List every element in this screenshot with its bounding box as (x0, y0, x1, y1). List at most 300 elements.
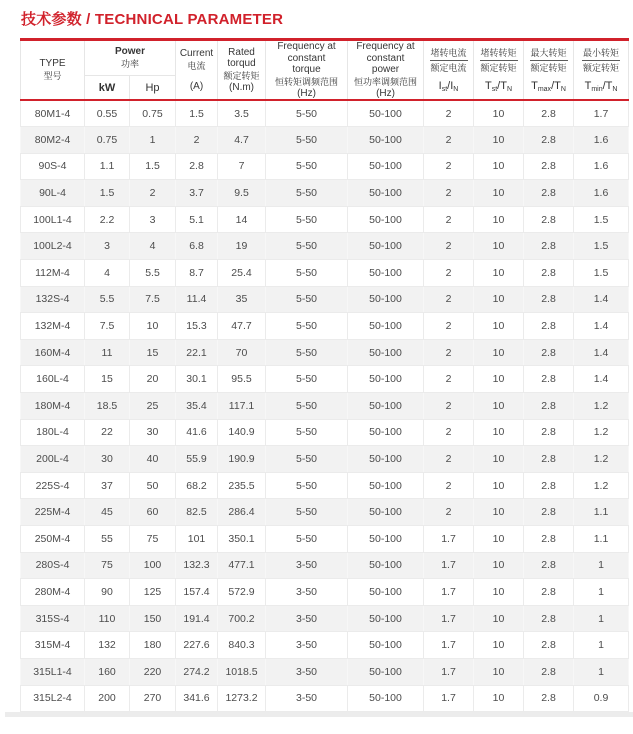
table-row (21, 206, 629, 233)
cell-value: 7.5 (130, 286, 176, 313)
cell-value: 2.8 (524, 658, 574, 685)
col-header-freq-torque-zh: 恒转矩调频范围 (275, 76, 339, 87)
cell-value: 3 (130, 206, 176, 233)
cell-value: 90 (85, 579, 130, 606)
cell-value: 2.8 (524, 206, 574, 233)
cell-value: 10 (474, 100, 524, 127)
cell-value: 1 (574, 579, 629, 606)
col-header-tst-tn (474, 40, 524, 101)
tst-tn-denominator: 额定转矩 (480, 63, 517, 73)
cell-value: 132.3 (176, 552, 218, 579)
cell-value: 30.1 (176, 366, 218, 393)
col-header-tmin-tn (574, 40, 629, 101)
cell-value: 2.8 (524, 260, 574, 287)
table-row (21, 419, 629, 446)
cell-value: 1.2 (574, 393, 629, 420)
cell-value: 1.7 (424, 685, 474, 712)
cell-value: 50-100 (348, 366, 424, 393)
cell-value: 5.5 (85, 286, 130, 313)
cell-value: 50-100 (348, 579, 424, 606)
cell-value: 1.6 (574, 180, 629, 207)
col-header-ist-in (424, 40, 474, 101)
cell-value: 50-100 (348, 100, 424, 127)
col-header-freq-torque-en1: Frequency at (277, 41, 336, 52)
tst-tn-symbol: Tst/TN (484, 80, 513, 93)
cell-value: 1.5 (574, 233, 629, 260)
cell-value: 2 (424, 366, 474, 393)
header-row-1 (21, 40, 629, 76)
cell-type: 90S-4 (21, 153, 85, 180)
col-header-type-en: TYPE (39, 58, 66, 70)
cell-value: 5-50 (266, 526, 348, 553)
cell-value: 1.6 (574, 127, 629, 154)
cell-value: 1.4 (574, 339, 629, 366)
cell-value: 3 (85, 233, 130, 260)
table-row (21, 579, 629, 606)
cell-value: 20 (130, 366, 176, 393)
cell-value: 50-100 (348, 472, 424, 499)
cell-value: 2 (424, 286, 474, 313)
cell-value: 50-100 (348, 419, 424, 446)
cell-value: 10 (474, 339, 524, 366)
cell-value: 2.8 (524, 419, 574, 446)
cell-value: 5-50 (266, 339, 348, 366)
cell-value: 95.5 (218, 366, 266, 393)
cell-value: 10 (474, 419, 524, 446)
cell-value: 2.8 (524, 526, 574, 553)
cell-value: 2 (424, 499, 474, 526)
cell-value: 10 (474, 180, 524, 207)
cell-value: 5-50 (266, 366, 348, 393)
cell-value: 1.7 (424, 526, 474, 553)
page-title: 技术参数 / TECHNICAL PARAMETER (21, 11, 284, 28)
col-header-power-zh: 功率 (121, 58, 140, 69)
cell-value: 3-50 (266, 658, 348, 685)
cell-type: 100L2-4 (21, 233, 85, 260)
cell-value: 1.4 (574, 366, 629, 393)
cell-value: 180 (130, 632, 176, 659)
cell-value: 1.7 (574, 100, 629, 127)
col-header-freq-torque-en3: torque (292, 64, 321, 75)
cell-value: 50-100 (348, 446, 424, 473)
cell-value: 1 (574, 552, 629, 579)
cell-value: 200 (85, 685, 130, 712)
cell-type: 315S-4 (21, 605, 85, 632)
cell-value: 10 (474, 526, 524, 553)
cell-value: 227.6 (176, 632, 218, 659)
col-header-freq-constant-torque (266, 40, 348, 101)
tst-tn-fraction (480, 47, 518, 74)
cell-value: 2 (424, 153, 474, 180)
tmin-tn-denominator: 额定转矩 (583, 63, 620, 73)
cell-value: 0.75 (130, 100, 176, 127)
cell-value: 2.8 (524, 579, 574, 606)
cell-value: 2.8 (524, 180, 574, 207)
cell-value: 2.8 (524, 632, 574, 659)
table-row (21, 446, 629, 473)
col-header-type-zh: 型号 (43, 70, 62, 81)
table-row (21, 286, 629, 313)
tmax-tn-numerator: 最大转矩 (530, 47, 568, 61)
cell-value: 1 (130, 127, 176, 154)
cell-value: 10 (474, 233, 524, 260)
tmin-tn-numerator: 最小转矩 (582, 47, 620, 61)
cell-value: 5-50 (266, 153, 348, 180)
cell-value: 10 (474, 286, 524, 313)
cell-value: 50-100 (348, 313, 424, 340)
cell-value: 5-50 (266, 260, 348, 287)
cell-value: 1.6 (574, 153, 629, 180)
col-header-freq-constant-power (348, 40, 424, 101)
cell-value: 10 (130, 313, 176, 340)
cell-value: 10 (474, 552, 524, 579)
cell-value: 15.3 (176, 313, 218, 340)
cell-value: 10 (474, 446, 524, 473)
ist-in-denominator: 额定电流 (430, 63, 467, 73)
cell-value: 1.1 (85, 153, 130, 180)
cell-value: 5-50 (266, 499, 348, 526)
ist-in-symbol: Ist/IN (438, 80, 459, 93)
col-header-current (176, 40, 218, 101)
cell-value: 11 (85, 339, 130, 366)
cell-value: 125 (130, 579, 176, 606)
cell-value: 1.2 (574, 446, 629, 473)
cell-value: 45 (85, 499, 130, 526)
cell-value: 2.8 (524, 472, 574, 499)
cell-value: 1.7 (424, 632, 474, 659)
table-row (21, 127, 629, 154)
tmin-tn-symbol: Tmin/TN (584, 80, 618, 93)
tst-tn-numerator: 堵转转矩 (480, 47, 518, 61)
cell-value: 220 (130, 658, 176, 685)
cell-type: 160L-4 (21, 366, 85, 393)
cell-value: 117.1 (218, 393, 266, 420)
cell-value: 191.4 (176, 605, 218, 632)
cell-type: 132M-4 (21, 313, 85, 340)
col-header-rated-torque-zh: 额定转矩 (223, 70, 260, 81)
cell-value: 2 (424, 100, 474, 127)
cell-value: 10 (474, 579, 524, 606)
table-row (21, 366, 629, 393)
col-header-current-unit: (A) (189, 80, 204, 92)
bottom-strip (5, 712, 633, 717)
cell-value: 110 (85, 605, 130, 632)
cell-type: 280M-4 (21, 579, 85, 606)
table-row (21, 313, 629, 340)
cell-value: 4 (130, 233, 176, 260)
cell-value: 5-50 (266, 233, 348, 260)
cell-value: 2.8 (524, 153, 574, 180)
cell-type: 112M-4 (21, 260, 85, 287)
cell-value: 1.5 (130, 153, 176, 180)
cell-value: 25 (130, 393, 176, 420)
cell-value: 2.8 (524, 685, 574, 712)
cell-value: 274.2 (176, 658, 218, 685)
cell-value: 70 (218, 339, 266, 366)
cell-value: 10 (474, 393, 524, 420)
cell-value: 50-100 (348, 233, 424, 260)
table-row (21, 499, 629, 526)
cell-value: 1.7 (424, 605, 474, 632)
cell-value: 1.1 (574, 526, 629, 553)
cell-value: 4.7 (218, 127, 266, 154)
cell-value: 37 (85, 472, 130, 499)
cell-value: 2 (424, 260, 474, 287)
cell-value: 3.7 (176, 180, 218, 207)
cell-value: 10 (474, 366, 524, 393)
cell-value: 2.2 (85, 206, 130, 233)
cell-value: 3-50 (266, 605, 348, 632)
cell-value: 1.5 (574, 260, 629, 287)
col-header-rated-torque (218, 40, 266, 101)
cell-value: 6.8 (176, 233, 218, 260)
cell-value: 9.5 (218, 180, 266, 207)
cell-type: 100L1-4 (21, 206, 85, 233)
cell-value: 2.8 (176, 153, 218, 180)
cell-value: 2.8 (524, 127, 574, 154)
cell-value: 40 (130, 446, 176, 473)
cell-value: 75 (130, 526, 176, 553)
ist-in-numerator: 堵转电流 (430, 47, 468, 61)
cell-value: 10 (474, 658, 524, 685)
cell-value: 3-50 (266, 552, 348, 579)
cell-value: 341.6 (176, 685, 218, 712)
cell-value: 22.1 (176, 339, 218, 366)
col-header-power (85, 40, 176, 76)
cell-type: 80M2-4 (21, 127, 85, 154)
cell-value: 1.1 (574, 499, 629, 526)
cell-value: 2 (424, 446, 474, 473)
cell-value: 1.5 (176, 100, 218, 127)
cell-value: 2 (424, 313, 474, 340)
col-header-hp: Hp (130, 76, 176, 100)
cell-value: 50-100 (348, 605, 424, 632)
table-row (21, 605, 629, 632)
cell-value: 5-50 (266, 206, 348, 233)
cell-value: 50-100 (348, 632, 424, 659)
cell-value: 1.2 (574, 472, 629, 499)
cell-value: 30 (85, 446, 130, 473)
cell-value: 50-100 (348, 260, 424, 287)
cell-value: 41.6 (176, 419, 218, 446)
cell-value: 3-50 (266, 632, 348, 659)
cell-value: 132 (85, 632, 130, 659)
cell-value: 2 (424, 127, 474, 154)
cell-value: 1 (574, 632, 629, 659)
col-header-freq-power-en2: constant (366, 52, 405, 64)
table-body (21, 100, 629, 712)
cell-value: 60 (130, 499, 176, 526)
cell-value: 2.8 (524, 339, 574, 366)
col-header-kw: kW (85, 76, 130, 100)
cell-value: 160 (85, 658, 130, 685)
ist-in-fraction (430, 47, 468, 74)
cell-value: 5.5 (130, 260, 176, 287)
col-header-freq-torque-en2: constant (287, 52, 326, 64)
cell-value: 150 (130, 605, 176, 632)
cell-value: 10 (474, 605, 524, 632)
cell-value: 55 (85, 526, 130, 553)
cell-value: 1.5 (85, 180, 130, 207)
tmax-tn-denominator: 额定转矩 (530, 63, 567, 73)
cell-type: 200L-4 (21, 446, 85, 473)
cell-type: 80M1-4 (21, 100, 85, 127)
cell-value: 10 (474, 313, 524, 340)
cell-value: 10 (474, 472, 524, 499)
cell-value: 15 (130, 339, 176, 366)
cell-value: 2.8 (524, 552, 574, 579)
cell-type: 315M-4 (21, 632, 85, 659)
cell-value: 1 (574, 658, 629, 685)
table-row (21, 393, 629, 420)
cell-value: 68.2 (176, 472, 218, 499)
cell-type: 280S-4 (21, 552, 85, 579)
tmax-tn-symbol: Tmax/TN (531, 80, 566, 93)
cell-value: 0.9 (574, 685, 629, 712)
cell-value: 5-50 (266, 180, 348, 207)
table-row (21, 153, 629, 180)
cell-value: 2.8 (524, 393, 574, 420)
cell-value: 2 (424, 339, 474, 366)
table-row (21, 658, 629, 685)
cell-value: 5-50 (266, 393, 348, 420)
col-header-freq-torque-unit: (Hz) (297, 87, 316, 99)
cell-value: 2 (424, 233, 474, 260)
cell-value: 2.8 (524, 233, 574, 260)
col-header-current-zh: 电流 (187, 60, 206, 71)
cell-type: 180M-4 (21, 393, 85, 420)
cell-value: 10 (474, 206, 524, 233)
cell-value: 157.4 (176, 579, 218, 606)
cell-value: 14 (218, 206, 266, 233)
table-row (21, 526, 629, 553)
cell-type: 315L1-4 (21, 658, 85, 685)
cell-value: 50-100 (348, 286, 424, 313)
cell-value: 2 (176, 127, 218, 154)
cell-value: 100 (130, 552, 176, 579)
cell-value: 10 (474, 632, 524, 659)
cell-value: 2 (130, 180, 176, 207)
cell-value: 1018.5 (218, 658, 266, 685)
cell-value: 190.9 (218, 446, 266, 473)
cell-value: 7 (218, 153, 266, 180)
cell-value: 2.8 (524, 313, 574, 340)
cell-value: 350.1 (218, 526, 266, 553)
cell-value: 2.8 (524, 446, 574, 473)
cell-value: 55.9 (176, 446, 218, 473)
cell-value: 50-100 (348, 339, 424, 366)
col-header-freq-power-unit: (Hz) (376, 87, 395, 99)
cell-type: 225S-4 (21, 472, 85, 499)
cell-value: 1.5 (574, 206, 629, 233)
cell-value: 2 (424, 393, 474, 420)
cell-value: 572.9 (218, 579, 266, 606)
tmin-tn-fraction (582, 47, 620, 74)
cell-value: 2.8 (524, 286, 574, 313)
table-header (21, 40, 629, 101)
cell-value: 140.9 (218, 419, 266, 446)
table-row (21, 339, 629, 366)
cell-value: 50-100 (348, 127, 424, 154)
cell-value: 0.75 (85, 127, 130, 154)
table-row (21, 472, 629, 499)
cell-value: 5.1 (176, 206, 218, 233)
cell-value: 50-100 (348, 526, 424, 553)
cell-value: 7.5 (85, 313, 130, 340)
table-row (21, 552, 629, 579)
col-header-power-en: Power (115, 46, 146, 58)
table-row (21, 685, 629, 712)
cell-value: 700.2 (218, 605, 266, 632)
cell-value: 50-100 (348, 206, 424, 233)
cell-value: 5-50 (266, 127, 348, 154)
cell-value: 10 (474, 685, 524, 712)
technical-parameter-table (20, 38, 629, 712)
cell-value: 22 (85, 419, 130, 446)
cell-value: 5-50 (266, 419, 348, 446)
table-row (21, 233, 629, 260)
cell-value: 50-100 (348, 658, 424, 685)
cell-value: 50-100 (348, 393, 424, 420)
cell-value: 1.4 (574, 313, 629, 340)
cell-value: 50-100 (348, 552, 424, 579)
cell-value: 235.5 (218, 472, 266, 499)
cell-value: 75 (85, 552, 130, 579)
cell-type: 225M-4 (21, 499, 85, 526)
cell-value: 10 (474, 499, 524, 526)
cell-type: 132S-4 (21, 286, 85, 313)
cell-value: 19 (218, 233, 266, 260)
cell-value: 1273.2 (218, 685, 266, 712)
cell-value: 1.7 (424, 552, 474, 579)
cell-value: 477.1 (218, 552, 266, 579)
table-row (21, 632, 629, 659)
cell-value: 50-100 (348, 685, 424, 712)
cell-value: 3-50 (266, 685, 348, 712)
cell-value: 1 (574, 605, 629, 632)
col-header-tmax-tn (524, 40, 574, 101)
col-header-rated-torque-en2: torqud (227, 58, 256, 70)
cell-value: 1.7 (424, 658, 474, 685)
col-header-freq-power-zh: 恒功率调频范围 (354, 76, 418, 87)
cell-value: 4 (85, 260, 130, 287)
cell-value: 11.4 (176, 286, 218, 313)
cell-value: 18.5 (85, 393, 130, 420)
cell-value: 82.5 (176, 499, 218, 526)
col-header-rated-torque-unit: (N.m) (229, 81, 255, 93)
cell-type: 90L-4 (21, 180, 85, 207)
cell-value: 286.4 (218, 499, 266, 526)
cell-value: 10 (474, 127, 524, 154)
cell-value: 101 (176, 526, 218, 553)
cell-value: 35.4 (176, 393, 218, 420)
cell-value: 2.8 (524, 366, 574, 393)
cell-value: 3.5 (218, 100, 266, 127)
col-header-freq-power-en3: power (371, 64, 400, 75)
cell-value: 50-100 (348, 153, 424, 180)
cell-value: 2 (424, 206, 474, 233)
table-row (21, 180, 629, 207)
cell-value: 47.7 (218, 313, 266, 340)
cell-value: 25.4 (218, 260, 266, 287)
cell-value: 15 (85, 366, 130, 393)
cell-type: 250M-4 (21, 526, 85, 553)
cell-value: 5-50 (266, 100, 348, 127)
cell-value: 2 (424, 180, 474, 207)
col-header-rated-torque-en1: Rated (228, 46, 255, 58)
cell-value: 30 (130, 419, 176, 446)
col-header-type (21, 40, 85, 101)
